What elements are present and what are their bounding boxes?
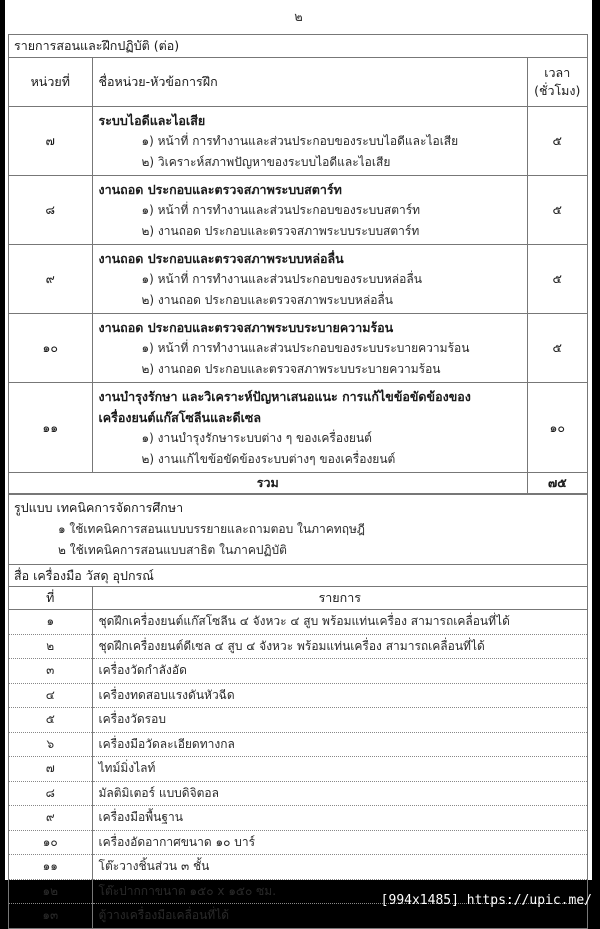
unit-no: ๙: [9, 245, 92, 314]
technique-item: ๑ ใช้เทคนิคการสอนแบบบรรยายและถามตอบ ในภาคทฤษฎี: [58, 522, 365, 536]
unit-topic: ๑) หน้าที่ การทำงานและส่วนประกอบของระบบหล่อลื่น: [141, 272, 422, 286]
table-row: [9, 708, 587, 733]
media-header-row: [9, 587, 587, 610]
media-item: เครื่องมือพื้นฐาน: [92, 806, 587, 831]
media-no: ๑๐: [9, 830, 92, 855]
image-host-watermark: [994x1485] https://upic.me/: [380, 893, 592, 908]
teaching-section-title: รายการสอนและฝึกปฏิบัติ (ต่อ): [9, 35, 587, 58]
media-item: เครื่องวัดรอบ: [92, 708, 587, 733]
media-table: [9, 586, 587, 928]
unit-hours: ๕: [527, 107, 587, 176]
table-row: [9, 176, 587, 245]
unit-topic: ๑) หน้าที่ การทำงานและส่วนประกอบของระบบระบายความร้อน: [141, 341, 470, 355]
unit-hours: ๕: [527, 245, 587, 314]
header-no: ที่: [9, 587, 92, 610]
total-hours: ๗๕: [527, 473, 587, 494]
table-header-row: [9, 58, 587, 107]
media-item: ชุดฝึกเครื่องยนต์ดีเซล ๔ สูบ ๔ จังหวะ พร้อมแท่นเครื่อง สามารถเคลื่อนที่ได้: [92, 634, 587, 659]
table-row: [9, 314, 587, 383]
unit-topic: ๑) หน้าที่ การทำงานและส่วนประกอบของระบบไอดีและไอเสีย: [141, 134, 459, 148]
media-item: เครื่องวัดกำลังอัด: [92, 659, 587, 684]
unit-title: งานบำรุงรักษา และวิเคราะห์ปัญหาเสนอแนะ การแก้ไขข้อขัดข้องของเครื่องยนต์แก๊สโซลีนและดีเซล: [98, 389, 471, 425]
unit-title: งานถอด ประกอบและตรวจสภาพระบบหล่อลื่น: [98, 251, 344, 266]
unit-content: [92, 107, 527, 176]
unit-topic: ๒) วิเคราะห์สภาพปัญหาของระบบไอดีและไอเสีย: [141, 155, 391, 169]
table-row: [9, 757, 587, 782]
unit-topic: ๒) งานถอด ประกอบและตรวจสภาพระบบระบายความร้อน: [141, 362, 441, 376]
media-section-title: สื่อ เครื่องมือ วัสดุ อุปกรณ์: [9, 564, 587, 586]
media-no: ๕: [9, 708, 92, 733]
media-no: ๑๑: [9, 855, 92, 880]
media-item: ตู้วางเครื่องมือเคลื่อนที่ได้: [92, 904, 587, 928]
media-no: ๘: [9, 781, 92, 806]
teaching-units-table: [9, 58, 587, 494]
media-item: เครื่องอัดอากาศขนาด ๑๐ บาร์: [92, 830, 587, 855]
table-row: [9, 830, 587, 855]
media-item: ไทม์มิ่งไลท์: [92, 757, 587, 782]
table-row: [9, 781, 587, 806]
table-row: [9, 610, 587, 635]
unit-no: ๑๐: [9, 314, 92, 383]
header-unit-name: ชื่อหน่วย-หัวข้อการฝึก: [92, 58, 527, 107]
unit-content: [92, 176, 527, 245]
unit-title: งานถอด ประกอบและตรวจสภาพระบบสตาร์ท: [98, 182, 342, 197]
unit-topic: ๑) หน้าที่ การทำงานและส่วนประกอบของระบบสตาร์ท: [141, 203, 421, 217]
techniques-title: รูปแบบ เทคนิคการจัดการศึกษา: [14, 500, 184, 515]
media-no: ๗: [9, 757, 92, 782]
media-no: ๒: [9, 634, 92, 659]
table-row: [9, 732, 587, 757]
unit-title: งานถอด ประกอบและตรวจสภาพระบบระบายความร้อน: [98, 320, 394, 335]
table-row: [9, 245, 587, 314]
table-row: [9, 659, 587, 684]
unit-no: ๗: [9, 107, 92, 176]
curriculum-frame: [8, 34, 588, 929]
media-item: มัลติมิเตอร์ แบบดิจิตอล: [92, 781, 587, 806]
technique-item: ๒ ใช้เทคนิคการสอนแบบสาธิต ในภาคปฏิบัติ: [58, 543, 287, 557]
header-item: รายการ: [92, 587, 587, 610]
header-unit-no: หน่วยที่: [9, 58, 92, 107]
media-no: ๑๒: [9, 879, 92, 904]
unit-no: ๑๑: [9, 383, 92, 473]
unit-content: [92, 383, 527, 473]
table-row: [9, 634, 587, 659]
media-no: ๔: [9, 683, 92, 708]
header-hours: เวลา (ชั่วโมง): [527, 58, 587, 107]
teaching-techniques-section: [9, 494, 587, 564]
media-item: เครื่องทดสอบแรงดันหัวฉีด: [92, 683, 587, 708]
media-no: ๓: [9, 659, 92, 684]
media-no: ๑: [9, 610, 92, 635]
unit-topic: ๒) งานถอด ประกอบและตรวจสภาพระบบระบบสตาร์ท: [141, 224, 420, 238]
media-item: เครื่องมือวัดละเอียดทางกล: [92, 732, 587, 757]
total-label: รวม: [9, 473, 527, 494]
unit-content: [92, 245, 527, 314]
unit-topic: ๒) งานถอด ประกอบและตรวจสภาพระบบหล่อลื่น: [141, 293, 393, 307]
media-no: ๑๓: [9, 904, 92, 928]
table-row: [9, 383, 587, 473]
unit-title: ระบบไอดีและไอเสีย: [98, 113, 206, 128]
total-row: [9, 473, 587, 494]
table-row: [9, 855, 587, 880]
media-item: ชุดฝึกเครื่องยนต์แก๊สโซลีน ๔ จังหวะ ๔ สูบ พร้อมแท่นเครื่อง สามารถเคลื่อนที่ได้: [92, 610, 587, 635]
unit-hours: ๕: [527, 176, 587, 245]
media-item: โต๊ะปากกาขนาด ๑๕๐ x ๑๕๐ ซม.: [92, 879, 587, 904]
unit-no: ๘: [9, 176, 92, 245]
table-row: [9, 683, 587, 708]
unit-hours: ๕: [527, 314, 587, 383]
table-row: [9, 107, 587, 176]
table-row: [9, 806, 587, 831]
unit-topic: ๑) งานบำรุงรักษาระบบต่าง ๆ ของเครื่องยนต์: [141, 431, 372, 445]
page-number: ๒: [294, 10, 303, 25]
unit-topic: ๒) งานแก้ไขข้อขัดข้องระบบต่างๆ ของเครื่องยนต์: [141, 452, 396, 466]
unit-content: [92, 314, 527, 383]
media-no: ๖: [9, 732, 92, 757]
media-item: โต๊ะวางชิ้นส่วน ๓ ชั้น: [92, 855, 587, 880]
media-no: ๙: [9, 806, 92, 831]
unit-hours: ๑๐: [527, 383, 587, 473]
